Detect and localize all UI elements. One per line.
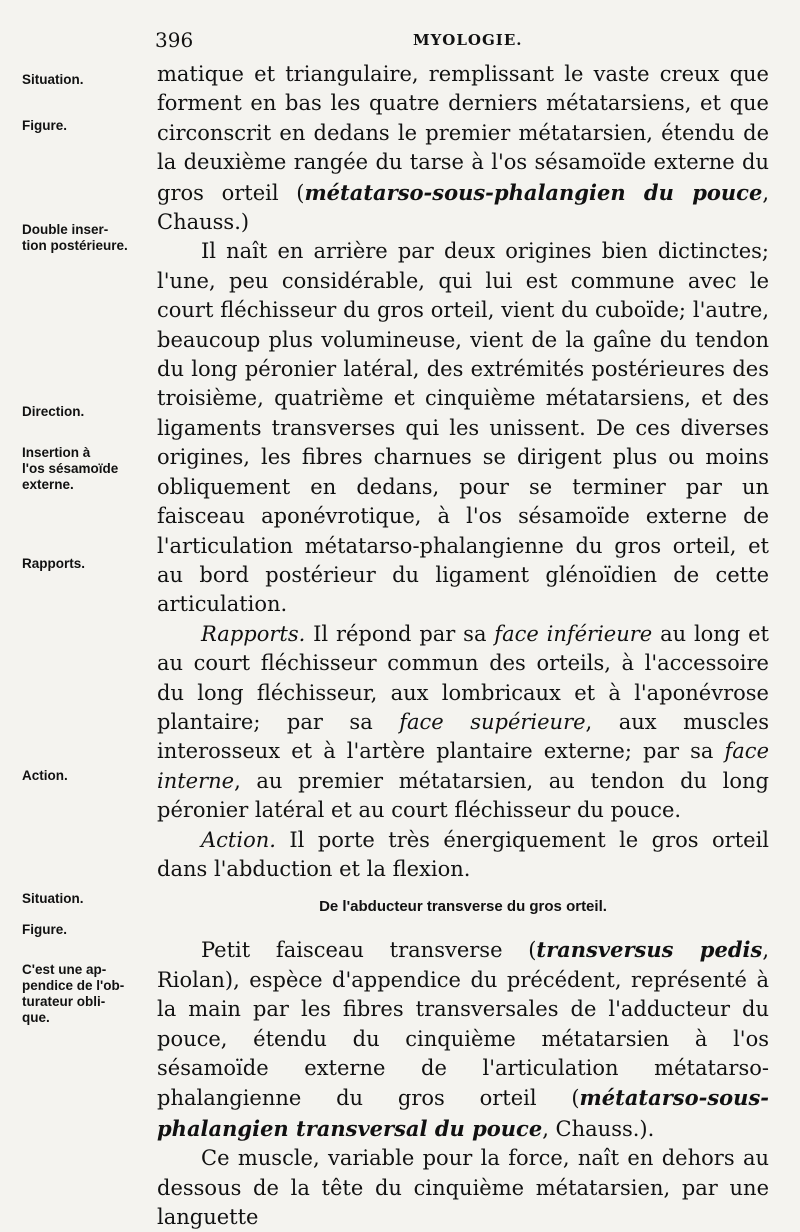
margin-note-rapports: Rapports. — [22, 556, 86, 571]
margin-note-action: Action. — [22, 768, 68, 783]
margin-note-figure-2: Figure. — [22, 922, 68, 937]
body-text — [157, 60, 769, 1232]
text-run: Il répond par sa — [305, 621, 495, 646]
text-run: , au premier métatarsien, au tendon du long péronier latéral et au court fléchisseur du pouce. — [157, 768, 769, 823]
text-run: au long et au court fléchisseur commun des orteils, à l'accessoire du long fléchisseur, aux lombricaux et à l'aponévrose plantaire; par sa — [157, 621, 769, 734]
margin-note-figure: Figure. — [22, 118, 68, 133]
italic-term: face supérieure — [399, 709, 586, 734]
running-title: MYOLOGIE. — [413, 31, 523, 49]
paragraph-action — [157, 826, 769, 885]
text-run: Il porte très énergiquement le gros orteil dans l'abduction et la flexion. — [157, 827, 769, 881]
paragraph-origins: Il naît en arrière par deux origines bien dictinctes; l'une, peu considérable, qui lui est commune avec le court fléchisseur du gros orteil, vient du cuboïde; l'autre, beaucoup plus volumineuse, vient de la gaîne du tendon du long péronier latéral, des extrémités postérieures des troisième, quatrième et cinquième métatarsiens, et des ligaments transverses qui les unissent. De ces diverses origines, les fibres charnues se dirigent plus ou moins obliquement en dedans, pour se terminer par un faisceau aponévrotique, à l'os sésamoïde externe de l'articulation métatarso-phalangienne du gros orteil, et au bord postérieur du ligament glénoïdien de cette articulation. — [157, 239, 769, 617]
margin-note-appendice: C'est une ap- pendice de l'ob- turateur obli- que. — [22, 962, 125, 1025]
italic-term: transversus pedis — [536, 937, 763, 963]
section-lead: Rapports. — [201, 621, 306, 646]
margin-notes — [0, 0, 155, 1157]
text-run: Petit faisceau transverse ( — [201, 938, 537, 963]
paragraph-muscle: Ce muscle, variable pour la force, naît en dehors au dessous de la tête du cinquième métatarsien, par une languette — [157, 1146, 769, 1230]
paragraph-rapports — [157, 620, 769, 826]
paragraph-transverse — [157, 935, 769, 1144]
margin-note-direction: Direction. — [22, 404, 85, 419]
page-header — [155, 28, 775, 52]
italic-term: métatarso-sous-phalangien du pouce — [304, 179, 763, 205]
margin-note-situation: Situation. — [22, 72, 84, 87]
italic-term: métatarso-sous-phalangien transversal du pouce — [157, 1085, 769, 1141]
paragraph-situation — [157, 60, 769, 237]
italic-term: face interne — [157, 739, 769, 793]
margin-note-insertion: Insertion à l'os sésamoïde externe. — [22, 445, 119, 492]
text-run: , Chauss.). — [542, 1116, 655, 1141]
page-number: 396 — [155, 28, 194, 52]
section-heading: De l'abducteur transverse du gros orteil. — [319, 898, 607, 916]
text-run: matique et triangulaire, remplissant le vaste creux que forment en bas les quatre derniers métatarsiens, et que circonscrit en dedans le premier métatarsien, étendu de la deuxième rangée du tarse à l'os sésamoïde externe du gros orteil ( — [157, 62, 769, 205]
text-run: , Riolan), espèce d'appendice du précédent, représenté à la main par les fibres transversales de l'adducteur du pouce, étendu du cinquième métatarsien à l'os sésamoïde externe de l'articulation métatarso-phalangienne du gros orteil ( — [157, 938, 769, 1111]
margin-note-double-insertion: Double inser- tion postérieure. — [22, 222, 128, 253]
text-run: , aux muscles interosseux et à l'artère plantaire externe; par sa — [157, 709, 769, 764]
italic-term: face inférieure — [494, 621, 653, 646]
text-run: , Chauss.) — [157, 180, 769, 235]
margin-note-situation-2: Situation. — [22, 891, 84, 906]
section-lead: Action. — [201, 827, 276, 852]
